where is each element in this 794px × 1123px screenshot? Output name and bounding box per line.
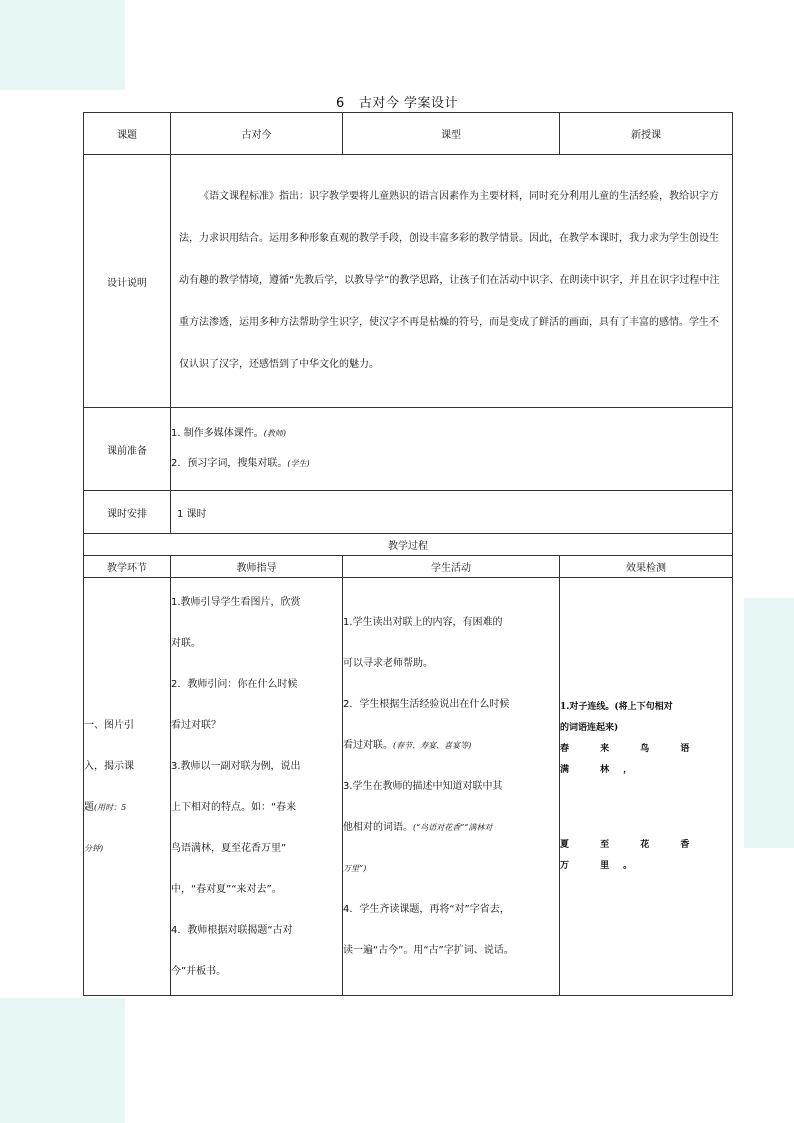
prep-row: [84, 408, 733, 491]
type-value: 新授课: [560, 113, 733, 155]
type-label: 课型: [343, 113, 560, 155]
schedule-row: [84, 491, 733, 534]
design-text: 《语文课程标准》指出：识字教学要将儿童熟识的语言因素作为主要材料，同时充分利用儿童的生活经验，教给识字方法，力求识用结合。运用多种形象直观的教学手段，创设丰富多彩的教学情景。因此，在教学本课时，我力求为学生创设生动有趣的教学情境，遵循“先教后学，以教导学”的教学思路，让孩子们在活动中识字、在朗读中识字，并且在识字过程中注重方法渗透，运用多种方法帮助学生识字，使汉字不再是枯燥的符号，而是变成了鲜活的画面，具有了丰富的感情。学生不仅认识了汉字，还感悟到了中华文化的魅力。: [179, 191, 720, 370]
topic-value: 古对今: [171, 113, 343, 155]
stage1-label: 一、图片引 入，揭示课 题(用时：5 分钟): [84, 578, 171, 996]
header-row: [84, 113, 733, 155]
prep-item-2: 2．预习字词，搜集对联。(学生): [171, 458, 310, 469]
couplet-bottom: 夏 至 花 香 万 里。: [560, 839, 704, 871]
col-student: 学生活动: [343, 556, 560, 578]
design-row: [84, 155, 733, 408]
col-effect: 效果检测: [560, 556, 733, 578]
design-text-cell: [171, 155, 733, 408]
lesson-plan-table: [83, 112, 733, 996]
process-columns-row: [84, 556, 733, 578]
document-title: [0, 92, 794, 111]
topic-label: 课题: [84, 113, 171, 155]
prep-cell: [171, 408, 733, 491]
stage1-row: [84, 578, 733, 996]
page-background-accent: [744, 598, 794, 848]
stage1-effect: 1.对子连线。(将上下句相对 的词语连起来) 春 来 鸟 语 满 林， 夏 至 花 香 万 里。: [560, 578, 733, 996]
col-teacher: 教师指导: [171, 556, 343, 578]
stage1-student: 1.学生读出对联上的内容，有困难的 可以寻求老师帮助。 2．学生根据生活经验说出在什么时候 看过对联。(春节、寿宴、喜宴等) 3.学生在教师的描述中知道对联中其 他相对的词语。(“鸟语对花香”“满林对 万里”) 4．学生齐读课题，再将“对”字省去， 读一遍“古今”。用“古”字扩词、说话。: [343, 578, 560, 996]
process-heading: 教学过程: [84, 534, 733, 556]
process-heading-row: [84, 534, 733, 556]
couplet-top: 春 来 鸟 语 满 林，: [560, 743, 704, 775]
schedule-label: 课时安排: [84, 491, 171, 534]
prep-label: 课前准备: [84, 408, 171, 491]
stage1-teacher: 1.教师引导学生看图片，欣赏 对联。 2．教师引问：你在什么时候 看过对联？ 3.教师以一副对联为例，说出 上下相对的特点。如：“春来 鸟语满林，夏至花香万里” 中，“春对夏”“来对去”。 4．教师根据对联揭题“古对 今”并板书。: [171, 578, 343, 996]
title-text: 古对今 学案设计: [358, 96, 458, 111]
lesson-number: 6: [336, 96, 345, 111]
design-label: 设计说明: [84, 155, 171, 408]
schedule-value: 1 课时: [171, 491, 733, 534]
col-stage: 教学环节: [84, 556, 171, 578]
prep-item-1: 1. 制作多媒体课件。(教师): [171, 428, 286, 439]
